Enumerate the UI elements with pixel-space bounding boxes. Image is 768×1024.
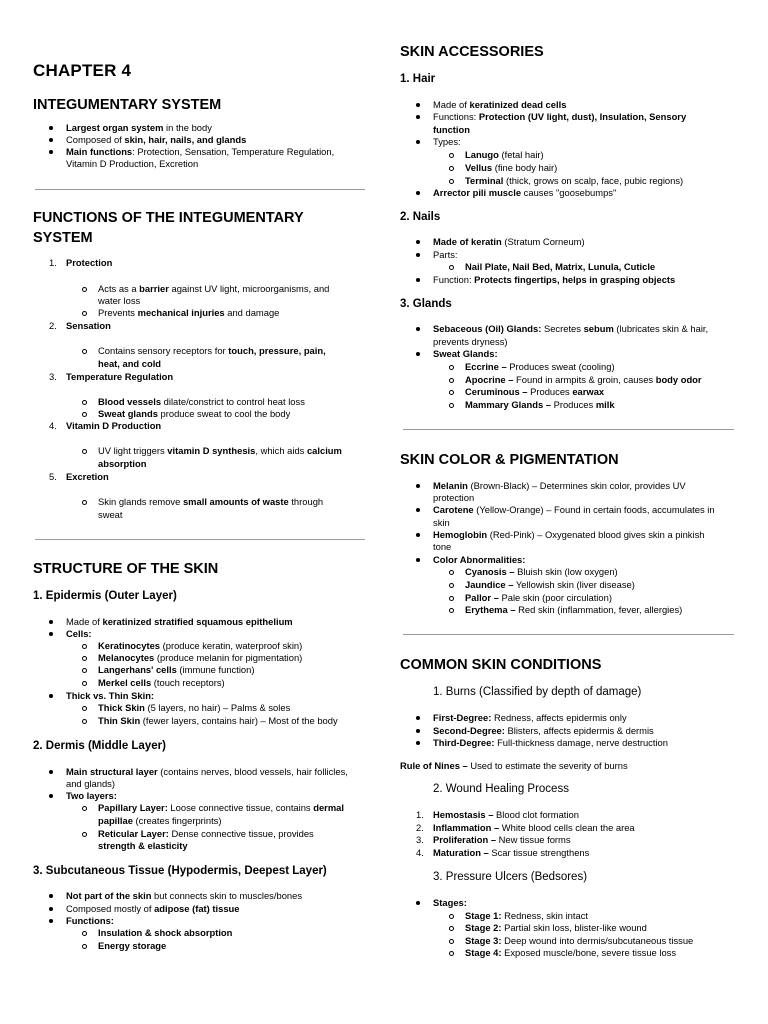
bullet-text (98, 802, 344, 814)
wound-step (433, 834, 571, 846)
bullet-text (98, 927, 232, 939)
function-title-vitamin-d: Vitamin D Production (66, 420, 162, 431)
text-run: (touch receptors) (151, 677, 225, 688)
text-run: Deep wound into dermis/subcutaneous tissue (501, 935, 694, 946)
bullet-text (433, 187, 616, 199)
wound-number: 2. (416, 822, 424, 833)
text-run: Sweat Glands: (433, 348, 498, 359)
text-run: absorption (98, 458, 147, 469)
text-run: skin (433, 517, 450, 528)
bullet-text (98, 640, 302, 652)
text-run: Hemostasis – (433, 809, 494, 820)
text-run: Main structural layer (66, 766, 158, 777)
text-run: produce sweat to cool the body (157, 408, 291, 419)
text-run: Stage 4: (465, 947, 502, 958)
text-run: touch, pressure, pain, (228, 345, 326, 356)
text-run: Prevents (98, 307, 138, 318)
text-run: Protects fingertips, helps in grasping objects (474, 274, 676, 285)
text-run: (Red-Pink) – Oxygenated blood gives skin a pinkish (487, 529, 705, 540)
text-run: Function: (433, 274, 475, 285)
text-run: Melanin (433, 480, 468, 491)
text-run: Parts: (433, 249, 458, 260)
conditions-title: COMMON SKIN CONDITIONS (400, 657, 602, 673)
bullet-text (433, 725, 654, 737)
text-run: Stage 1: (465, 910, 502, 921)
text-run: Functions: (66, 915, 114, 926)
text-run: Thick Skin (98, 702, 145, 713)
text-run: adipose (fat) tissue (154, 903, 240, 914)
bullet-text (66, 628, 92, 640)
text-run: sebum (583, 323, 614, 334)
chapter-title: CHAPTER 4 (33, 61, 132, 80)
text-run: Cyanosis – (465, 566, 515, 577)
bullet-text (433, 274, 675, 286)
bullet-text (98, 652, 302, 664)
text-run: (Brown-Black) – Determines skin color, provides UV (467, 480, 686, 491)
text-run: against UV light, microorganisms, and (168, 283, 330, 294)
text-run: , which aids (255, 445, 307, 456)
text-run: Secretes (541, 323, 584, 334)
text-run: water loss (98, 295, 141, 306)
divider (403, 634, 734, 635)
bullet-text (433, 480, 686, 492)
text-run: : Protection, Sensation, Temperature Regulation, (132, 146, 335, 157)
text-run: keratinized stratified squamous epithelium (102, 616, 293, 627)
function-number: 3. (49, 371, 57, 382)
text-run: in the body (163, 122, 212, 133)
text-run: Redness, skin intact (501, 910, 588, 921)
bullet-text (433, 111, 686, 123)
text-run: body odor (655, 374, 702, 385)
bullet-text (465, 947, 676, 959)
text-run: papillae (98, 815, 133, 826)
bullet-text (66, 890, 302, 902)
function-detail-continuation (98, 458, 146, 470)
text-run: Contains sensory receptors for (98, 345, 229, 356)
text-run: Energy storage (98, 940, 167, 951)
text-run: causes "goosebumps" (521, 187, 617, 198)
text-run: Carotene (433, 504, 474, 515)
wound-number: 3. (416, 834, 424, 845)
text-run: Composed of (66, 134, 125, 145)
divider (35, 189, 365, 190)
text-run: Protection (UV light, dust), Insulation, Sensory (478, 111, 687, 122)
function-detail-text (98, 307, 279, 319)
text-run: Exposed muscle/bone, severe tissue loss (501, 947, 677, 958)
bullet-text (98, 677, 225, 689)
text-run: Insulation & shock absorption (98, 927, 233, 938)
text-run: Functions: (433, 111, 479, 122)
bullet-text (465, 374, 702, 386)
text-run: earwax (572, 386, 605, 397)
text-run: Blisters, affects epidermis & dermis (504, 725, 654, 736)
bullet-text (465, 935, 693, 947)
bullet-text (433, 554, 525, 566)
text-run: Melanocytes (98, 652, 155, 663)
text-run: Blood clot formation (493, 809, 579, 820)
bullet-continuation (433, 124, 470, 136)
bullet-continuation (98, 815, 222, 827)
function-detail-continuation (98, 358, 161, 370)
bullet-text (98, 715, 338, 727)
text-run: Produces (550, 399, 596, 410)
bullet-text (433, 348, 498, 360)
bullet-text (66, 766, 348, 778)
bullet-text (98, 664, 254, 676)
text-run: New tissue forms (496, 834, 571, 845)
text-run: Red skin (inflammation, fever, allergies) (515, 604, 683, 615)
functions-title-line2: SYSTEM (33, 230, 93, 246)
text-run: Erythema – (465, 604, 516, 615)
wound-step (433, 847, 589, 859)
bullet-text (433, 504, 715, 516)
bullet-text (433, 737, 668, 749)
bullet-text (433, 136, 461, 148)
text-run: Terminal (465, 175, 504, 186)
text-run: Pallor – (465, 592, 499, 603)
bullet-continuation (433, 336, 508, 348)
nails-title: 2. Nails (400, 211, 441, 223)
text-run: Rule of Nines – (400, 760, 468, 771)
text-run: Main functions (66, 146, 133, 157)
function-detail-text (98, 408, 290, 420)
bullet-text (465, 592, 612, 604)
text-run: Apocrine – (465, 374, 514, 385)
text-run: (fine body hair) (492, 162, 558, 173)
text-run: Lanugo (465, 149, 499, 160)
function-number: 2. (49, 320, 57, 331)
text-run: Vellus (465, 162, 493, 173)
text-run: Loose connective tissue, contains (167, 802, 314, 813)
text-run: small amounts of waste (182, 496, 289, 507)
text-run: milk (595, 399, 615, 410)
text-run: Second-Degree: (433, 725, 505, 736)
function-number: 1. (49, 257, 57, 268)
text-run: (thick, grows on scalp, face, pubic regions) (503, 175, 684, 186)
function-title-protection: Protection (66, 257, 113, 268)
text-run: and damage (224, 307, 280, 318)
text-run: Blood vessels (98, 396, 162, 407)
function-detail-text (98, 396, 305, 408)
ulcers-title: 3. Pressure Ulcers (Bedsores) (433, 871, 588, 883)
bullet-text (433, 529, 704, 541)
text-run: skin, hair, nails, and glands (124, 134, 247, 145)
text-run: White blood cells clean the area (499, 822, 635, 833)
wound-number: 1. (416, 809, 424, 820)
text-run: (Yellow-Orange) – Found in certain foods, accumulates in (473, 504, 715, 515)
function-detail-text (98, 345, 326, 357)
text-run: (lubricates skin & hair, (613, 323, 709, 334)
text-run: keratinized dead cells (469, 99, 567, 110)
bullet-continuation (433, 517, 450, 529)
function-title-sensation: Sensation (66, 320, 111, 331)
bullet-text (465, 162, 557, 174)
text-run: Langerhans' cells (98, 664, 177, 675)
text-run: vitamin D synthesis (167, 445, 256, 456)
function-number: 5. (49, 471, 57, 482)
text-run: Types: (433, 136, 461, 147)
bullet-text (66, 903, 240, 915)
text-run: Dense connective tissue, provides (168, 828, 314, 839)
bullet-text (66, 790, 117, 802)
bullet-text (465, 361, 615, 373)
divider (35, 539, 365, 540)
bullet-text (433, 99, 566, 111)
bullet-text (465, 399, 615, 411)
text-run: Not part of the skin (66, 890, 152, 901)
rule-of-nines (400, 760, 628, 772)
function-detail-text (98, 496, 323, 508)
bullet-text (465, 261, 655, 273)
function-title-excretion: Excretion (66, 471, 109, 482)
dermis-title: 2. Dermis (Middle Layer) (33, 740, 166, 752)
text-run: Partial skin loss, blister-like wound (501, 922, 647, 933)
subcutaneous-title: 3. Subcutaneous Tissue (Hypodermis, Deepest Layer) (33, 865, 327, 877)
text-run: Merkel cells (98, 677, 152, 688)
text-run: Made of (433, 99, 470, 110)
wound-number: 4. (416, 847, 424, 858)
bullet-text (465, 910, 588, 922)
text-run: Maturation – (433, 847, 489, 858)
text-run: (Stratum Corneum) (501, 236, 585, 247)
text-run: Produces sweat (cooling) (506, 361, 615, 372)
structure-title: STRUCTURE OF THE SKIN (33, 561, 219, 577)
integ-bullet-text (66, 122, 212, 134)
text-run: Made of keratin (433, 236, 502, 247)
text-run: protection (433, 492, 475, 503)
text-run: but connects skin to muscles/bones (151, 890, 303, 901)
bullet-text (465, 604, 682, 616)
integ-bullet-continuation (66, 158, 198, 170)
text-run: Ceruminous – (465, 386, 528, 397)
bullet-continuation (98, 840, 188, 852)
text-run: Two layers: (66, 790, 117, 801)
text-run: Keratinocytes (98, 640, 161, 651)
text-run: Acts as a (98, 283, 140, 294)
text-run: (fewer layers, contains hair) – Most of the body (140, 715, 338, 726)
text-run: Produces (527, 386, 573, 397)
bullet-text (66, 616, 293, 628)
text-run: Nail Plate, Nail Bed, Matrix, Lunula, Cuticle (465, 261, 656, 272)
divider (403, 429, 734, 430)
function-detail-continuation (98, 509, 123, 521)
bullet-text (66, 915, 114, 927)
text-run: Hemoglobin (433, 529, 488, 540)
bullet-text (465, 149, 544, 161)
text-run: Composed mostly of (66, 903, 155, 914)
function-detail-continuation (98, 295, 140, 307)
text-run: Made of (66, 616, 103, 627)
bullet-text (66, 690, 154, 702)
function-title-temperature: Temperature Regulation (66, 371, 174, 382)
text-run: heat, and cold (98, 358, 162, 369)
text-run: Inflammation – (433, 822, 500, 833)
bullet-text (465, 922, 647, 934)
text-run: (produce melanin for pigmentation) (154, 652, 303, 663)
text-run: UV light triggers (98, 445, 168, 456)
text-run: Bluish skin (low oxygen) (514, 566, 618, 577)
text-run: First-Degree: (433, 712, 492, 723)
wound-title: 2. Wound Healing Process (433, 783, 569, 795)
function-number: 4. (49, 420, 57, 431)
text-run: barrier (139, 283, 169, 294)
burns-title: 1. Burns (Classified by depth of damage) (433, 686, 642, 698)
text-run: through (288, 496, 324, 507)
text-run: strength & elasticity (98, 840, 188, 851)
text-run: Reticular Layer: (98, 828, 169, 839)
accessories-title: SKIN ACCESSORIES (400, 44, 544, 60)
bullet-text (465, 175, 683, 187)
text-run: Eccrine – (465, 361, 507, 372)
epidermis-title: 1. Epidermis (Outer Layer) (33, 590, 177, 602)
text-run: (contains nerves, blood vessels, hair follicles, (157, 766, 348, 777)
text-run: Scar tissue strengthens (488, 847, 590, 858)
text-run: Mammary Glands – (465, 399, 551, 410)
text-run: calcium (306, 445, 342, 456)
text-run: (5 layers, no hair) – Palms & soles (144, 702, 291, 713)
bullet-text (98, 828, 314, 840)
text-run: dilate/constrict to control heat loss (161, 396, 305, 407)
function-detail-text (98, 283, 329, 295)
text-run: dermal (313, 802, 344, 813)
bullet-continuation (433, 492, 474, 504)
text-run: Stage 3: (465, 935, 502, 946)
text-run: Used to estimate the severity of burns (467, 760, 628, 771)
integ-bullet-text (66, 146, 334, 158)
bullet-text (98, 702, 290, 714)
text-run: Sweat glands (98, 408, 158, 419)
text-run: Arrector pili muscle (433, 187, 522, 198)
bullet-text (433, 323, 708, 335)
function-detail-text (98, 445, 342, 457)
text-run: Jaundice – (465, 579, 514, 590)
bullet-text (433, 249, 458, 261)
text-run: Largest organ system (66, 122, 164, 133)
text-run: (produce keratin, waterproof skin) (160, 640, 303, 651)
text-run: Found in armpits & groin, causes (513, 374, 656, 385)
text-run: Color Abnormalities: (433, 554, 526, 565)
text-run: Redness, affects epidermis only (491, 712, 627, 723)
color-title: SKIN COLOR & PIGMENTATION (400, 452, 619, 468)
hair-title: 1. Hair (400, 73, 436, 85)
text-run: mechanical injuries (137, 307, 225, 318)
wound-step (433, 809, 579, 821)
bullet-text (465, 579, 635, 591)
text-run: and glands) (66, 778, 115, 789)
text-run: tone (433, 541, 452, 552)
text-run: Pale skin (poor circulation) (498, 592, 612, 603)
text-run: (creates fingerprints) (132, 815, 222, 826)
glands-title: 3. Glands (400, 298, 452, 310)
text-run: (immune function) (176, 664, 255, 675)
text-run: Sebaceous (Oil) Glands: (433, 323, 542, 334)
text-run: prevents dryness) (433, 336, 508, 347)
text-run: sweat (98, 509, 123, 520)
text-run: Cells: (66, 628, 92, 639)
text-run: Stages: (433, 897, 467, 908)
text-run: function (433, 124, 470, 135)
bullet-text (465, 566, 618, 578)
text-run: Third-Degree: (433, 737, 495, 748)
integ-bullet-text (66, 134, 246, 146)
integumentary-title: INTEGUMENTARY SYSTEM (33, 97, 222, 113)
text-run: Yellowish skin (liver disease) (513, 579, 635, 590)
text-run: Skin glands remove (98, 496, 183, 507)
text-run: Vitamin D Production, Excretion (66, 158, 199, 169)
text-run: (fetal hair) (498, 149, 544, 160)
text-run: Stage 2: (465, 922, 502, 933)
text-run: Full-thickness damage, nerve destruction (494, 737, 668, 748)
text-run: Proliferation – (433, 834, 497, 845)
bullet-text (433, 897, 467, 909)
bullet-continuation (66, 778, 115, 790)
bullet-text (433, 712, 627, 724)
bullet-text (98, 940, 166, 952)
text-run: Thin Skin (98, 715, 141, 726)
bullet-continuation (433, 541, 451, 553)
bullet-text (433, 236, 585, 248)
text-run: Thick vs. Thin Skin: (66, 690, 155, 701)
text-run: Papillary Layer: (98, 802, 168, 813)
functions-title-line1: FUNCTIONS OF THE INTEGUMENTARY (33, 210, 304, 226)
wound-step (433, 822, 635, 834)
bullet-text (465, 386, 604, 398)
